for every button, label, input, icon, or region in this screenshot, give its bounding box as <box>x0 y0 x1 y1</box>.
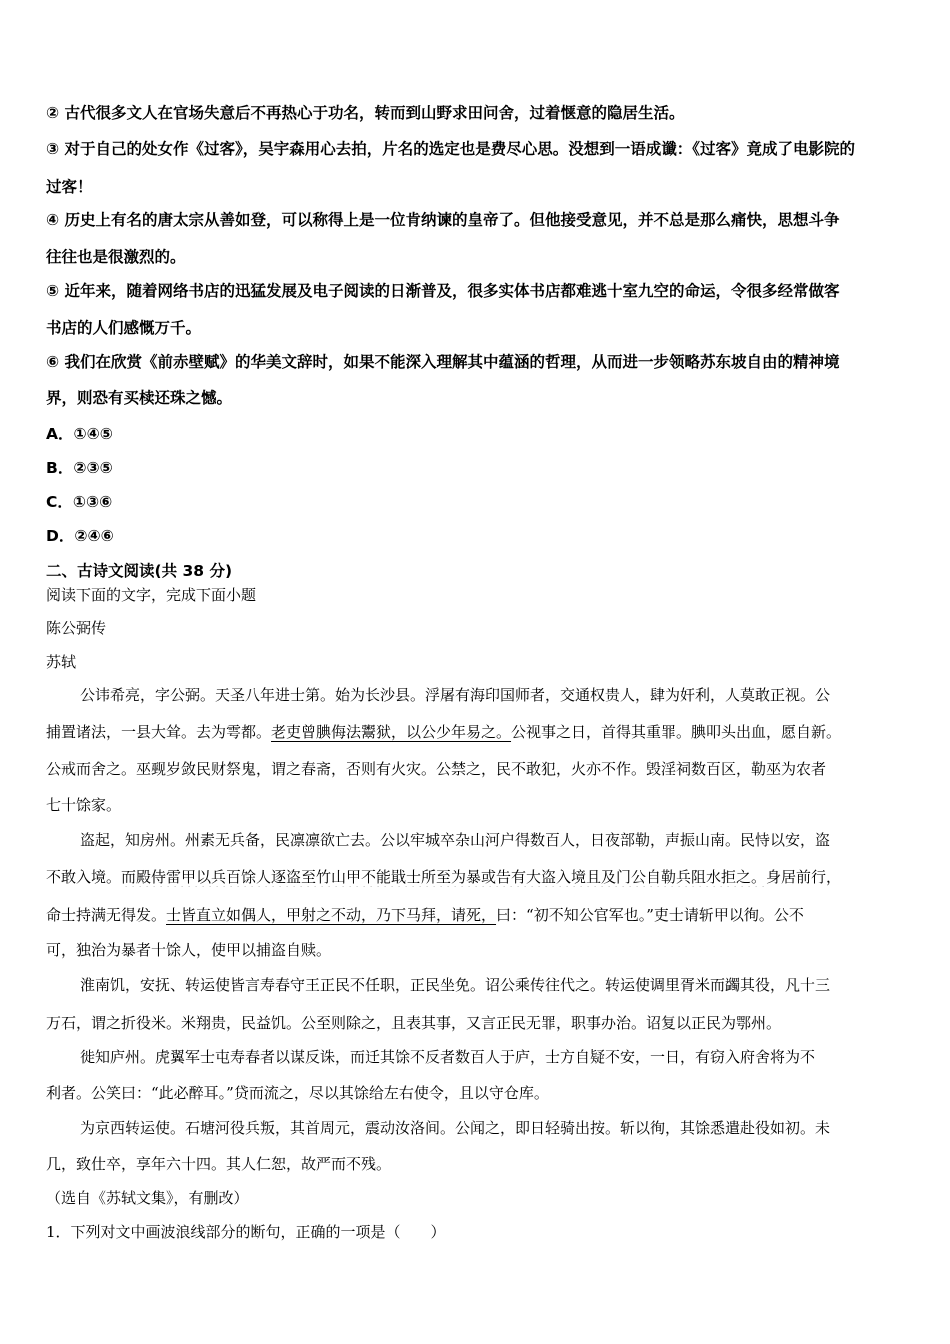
source-note: （选自《苏轼文集》，有删改） <box>46 1189 249 1207</box>
option-text: ①③⑥ <box>72 493 113 511</box>
passage-p2-line-2 <box>46 866 908 887</box>
text-segment: 命士持满无得发。 <box>46 906 167 924</box>
passage-p5-line-1: 为京西转运使。石塘河役兵叛，其首周元，震动汝洛间。公闻之，即日轻骑出按。斩以徇，其馀悉遣赴役如初。未 <box>80 1119 831 1137</box>
option-text: ①④⑤ <box>73 425 113 443</box>
sentence-6-line-1: ⑥ 我们在欣赏《前赤壁赋》的华美文辞时，如果不能深入理解其中蕴涵的哲理，从而进一步领略苏东坡自由的精神境 <box>46 353 840 371</box>
wavy-underlined-passage: 而殿侍雷甲以兵百馀人逐盗至竹山甲不能戢士所至为暴或告有大盗入境且及门公自勒兵阻水拒之。 <box>121 868 767 886</box>
option-text: ②④⑥ <box>74 527 114 545</box>
underlined-sentence: 士皆直立如偶人，甲射之不动，乃下马拜，请死， <box>166 906 497 924</box>
option-a[interactable] <box>46 422 908 444</box>
option-letter: B． <box>46 459 74 477</box>
option-text: ②③⑤ <box>73 459 113 477</box>
passage-p4-line-2: 利者。公笑曰：“此必醉耳。”贷而流之，尽以其馀给左右使令，且以守仓库。 <box>46 1084 549 1102</box>
sentence-5-line-1: ⑤ 近年来，随着网络书店的迅猛发展及电子阅读的日渐普及，很多实体书店都难逃十室九空的命运，令很多经常做客 <box>46 282 840 300</box>
option-c[interactable] <box>46 490 908 512</box>
text-segment: 曰：“初不知公官军也。”吏士请斩甲以徇。公不 <box>496 906 804 924</box>
sentence-6-line-2: 界，则恐有买椟还珠之憾。 <box>46 389 233 407</box>
underlined-sentence: 老吏曾腆侮法鬻狱，以公少年易之。 <box>271 723 512 741</box>
passage-p1-line-4: 七十馀家。 <box>46 796 122 814</box>
text-segment: 捕置诸法，一县大耸。去为雩都。 <box>46 723 272 741</box>
sentence-4-line-1: ④ 历史上有名的唐太宗从善如登，可以称得上是一位肯纳谏的皇帝了。但他接受意见，并不总是那么痛快，思想斗争 <box>46 211 840 229</box>
passage-p3-line-1: 淮南饥，安抚、转运使皆言寿春守王正民不任职，正民坐免。诏公乘传往代之。转运使调里胥米而蠲其役，凡十三 <box>80 976 831 994</box>
question-1: 1．下列对文中画波浪线部分的断句，正确的一项是（ ） <box>46 1223 446 1241</box>
passage-p1-line-2 <box>46 721 908 742</box>
option-letter: A． <box>46 425 74 443</box>
passage-p3-line-2: 万石，谓之折役米。米翔贵，民益饥。公至则除之，且表其事，又言正民无罪，职事办治。诏复以正民为鄂州。 <box>46 1014 782 1032</box>
option-d[interactable] <box>46 524 908 546</box>
text-segment: 不敢入境。 <box>46 868 122 886</box>
passage-p2-line-3 <box>46 904 908 925</box>
sentence-3-line-2: 过客！ <box>46 178 93 196</box>
sentence-5-line-2: 书店的人们感慨万千。 <box>46 319 202 337</box>
section-heading: 二、古诗文阅读(共 38 分) <box>46 562 233 580</box>
reading-instruction: 阅读下面的文字，完成下面小题 <box>46 586 257 604</box>
sentence-4-line-2: 往往也是很激烈的。 <box>46 248 186 266</box>
passage-p1-line-3: 公戒而舍之。巫觋岁敛民财祭鬼，谓之春斋，否则有火灾。公禁之，民不敢犯，火亦不作。毁淫祠数百区，勒巫为农者 <box>46 760 827 778</box>
text-segment: 公视事之日，首得其重罪。腆叩头出血，愿自新。 <box>511 723 842 741</box>
passage-title: 陈公弼传 <box>46 619 107 637</box>
passage-p2-line-4: 可，独治为暴者十馀人，使甲以捕盗自赎。 <box>46 941 332 959</box>
passage-p2-line-1: 盗起，知房州。州素无兵备，民凛凛欲亡去。公以牢城卒杂山河户得数百人，日夜部勒，声振山南。民恃以安，盗 <box>80 831 831 849</box>
sentence-2: ② 古代很多文人在官场失意后不再热心于功名，转而到山野求田问舍，过着惬意的隐居生活。 <box>46 104 685 122</box>
option-b[interactable] <box>46 456 908 478</box>
passage-p4-line-1: 徙知庐州。虎翼军士屯寿春者以谋反诛，而迁其馀不反者数百人于庐，士方自疑不安，一日，有窃入府舍将为不 <box>80 1048 816 1066</box>
passage-p1-line-1: 公讳希亮，字公弼。天圣八年进士第。始为长沙县。浮屠有海印国师者，交通权贵人，肆为奸利，人莫敢正视。公 <box>80 686 831 704</box>
option-letter: D． <box>46 527 75 545</box>
text-segment: 身居前行， <box>766 868 842 886</box>
option-letter: C． <box>46 493 73 511</box>
passage-p5-line-2: 几，致仕卒，享年六十四。其人仁恕，故严而不残。 <box>46 1155 392 1173</box>
passage-author: 苏轼 <box>46 653 77 671</box>
sentence-3-line-1: ③ 对于自己的处女作《过客》，吴宇森用心去拍，片名的选定也是费尽心思。没想到一语成谶：《过客》竟成了电影院的 <box>46 140 856 158</box>
